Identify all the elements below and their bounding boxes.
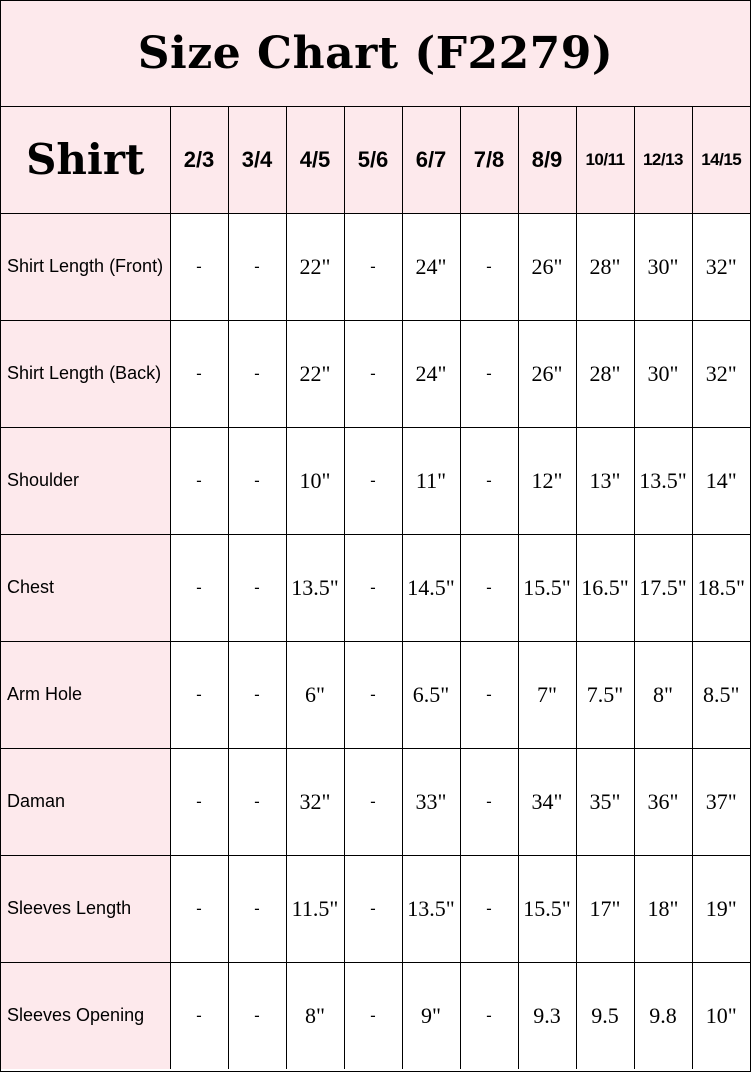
measurement-value: 24" bbox=[402, 320, 460, 427]
measurement-value: - bbox=[170, 641, 228, 748]
measurement-value: 18" bbox=[634, 855, 692, 962]
measurement-value: 32" bbox=[692, 213, 750, 320]
measurement-value: 9.8 bbox=[634, 962, 692, 1069]
measurement-value: - bbox=[344, 962, 402, 1069]
table-row bbox=[1, 427, 750, 534]
measurement-value: 9.5 bbox=[576, 962, 634, 1069]
measurement-value: 30" bbox=[634, 213, 692, 320]
measurement-value: 24" bbox=[402, 213, 460, 320]
measurement-value: - bbox=[344, 748, 402, 855]
table-row bbox=[1, 534, 750, 641]
measurement-value: 16.5" bbox=[576, 534, 634, 641]
measurement-value: 36" bbox=[634, 748, 692, 855]
measurement-value: - bbox=[344, 534, 402, 641]
measurement-value: 33" bbox=[402, 748, 460, 855]
size-table bbox=[1, 107, 750, 1069]
measurement-value: 32" bbox=[692, 320, 750, 427]
measurement-value: 6" bbox=[286, 641, 344, 748]
measurement-value: 19" bbox=[692, 855, 750, 962]
table-row bbox=[1, 748, 750, 855]
measurement-value: 10" bbox=[286, 427, 344, 534]
size-header: 14/15 bbox=[692, 107, 750, 213]
size-header: 8/9 bbox=[518, 107, 576, 213]
measurement-value: 14" bbox=[692, 427, 750, 534]
measurement-value: - bbox=[460, 213, 518, 320]
measurement-value: - bbox=[228, 855, 286, 962]
measurement-value: 9" bbox=[402, 962, 460, 1069]
measurement-value: 13.5" bbox=[286, 534, 344, 641]
measurement-value: - bbox=[344, 855, 402, 962]
measurement-value: 37" bbox=[692, 748, 750, 855]
table-row bbox=[1, 213, 750, 320]
measurement-value: 28" bbox=[576, 320, 634, 427]
measurement-value: - bbox=[460, 320, 518, 427]
measurement-value: 15.5" bbox=[518, 534, 576, 641]
measurement-value: 30" bbox=[634, 320, 692, 427]
measurement-value: 13" bbox=[576, 427, 634, 534]
measurement-value: 32" bbox=[286, 748, 344, 855]
table-row bbox=[1, 962, 750, 1069]
measurement-value: - bbox=[460, 748, 518, 855]
measurement-label: Shirt Length (Back) bbox=[1, 320, 170, 427]
chart-title: Size Chart (F2279) bbox=[137, 28, 614, 79]
size-header: 5/6 bbox=[344, 107, 402, 213]
measurement-value: - bbox=[460, 534, 518, 641]
measurement-value: - bbox=[228, 320, 286, 427]
size-header: 10/11 bbox=[576, 107, 634, 213]
size-header: 12/13 bbox=[634, 107, 692, 213]
measurement-value: - bbox=[228, 641, 286, 748]
measurement-value: 7" bbox=[518, 641, 576, 748]
measurement-value: 10" bbox=[692, 962, 750, 1069]
measurement-value: 8" bbox=[286, 962, 344, 1069]
measurement-value: 22" bbox=[286, 320, 344, 427]
measurement-value: - bbox=[228, 427, 286, 534]
measurement-value: 6.5" bbox=[402, 641, 460, 748]
size-header: 3/4 bbox=[228, 107, 286, 213]
measurement-label: Sleeves Opening bbox=[1, 962, 170, 1069]
measurement-value: - bbox=[344, 641, 402, 748]
measurement-value: - bbox=[170, 427, 228, 534]
measurement-label: Arm Hole bbox=[1, 641, 170, 748]
measurement-value: 7.5" bbox=[576, 641, 634, 748]
measurement-value: - bbox=[228, 962, 286, 1069]
measurement-value: 17" bbox=[576, 855, 634, 962]
measurement-value: - bbox=[344, 427, 402, 534]
measurement-value: 22" bbox=[286, 213, 344, 320]
header-row bbox=[1, 107, 750, 213]
measurement-value: 35" bbox=[576, 748, 634, 855]
measurement-value: 9.3 bbox=[518, 962, 576, 1069]
size-header: 2/3 bbox=[170, 107, 228, 213]
measurement-value: 26" bbox=[518, 213, 576, 320]
measurement-value: 34" bbox=[518, 748, 576, 855]
table-row bbox=[1, 641, 750, 748]
measurement-value: - bbox=[170, 320, 228, 427]
measurement-value: - bbox=[460, 641, 518, 748]
measurement-label: Sleeves Length bbox=[1, 855, 170, 962]
measurement-value: 28" bbox=[576, 213, 634, 320]
measurement-value: 12" bbox=[518, 427, 576, 534]
table-row bbox=[1, 320, 750, 427]
size-header: 6/7 bbox=[402, 107, 460, 213]
measurement-label: Shirt Length (Front) bbox=[1, 213, 170, 320]
measurement-label: Shoulder bbox=[1, 427, 170, 534]
measurement-value: 17.5" bbox=[634, 534, 692, 641]
garment-label: Shirt bbox=[1, 107, 170, 213]
measurement-value: 15.5" bbox=[518, 855, 576, 962]
measurement-value: - bbox=[170, 213, 228, 320]
measurement-value: 13.5" bbox=[402, 855, 460, 962]
measurement-value: - bbox=[460, 962, 518, 1069]
measurement-value: - bbox=[228, 213, 286, 320]
measurement-value: - bbox=[170, 962, 228, 1069]
measurement-value: - bbox=[228, 748, 286, 855]
measurement-value: - bbox=[460, 855, 518, 962]
table-row bbox=[1, 855, 750, 962]
measurement-value: 8" bbox=[634, 641, 692, 748]
measurement-value: 26" bbox=[518, 320, 576, 427]
measurement-value: 11.5" bbox=[286, 855, 344, 962]
size-header: 4/5 bbox=[286, 107, 344, 213]
measurement-value: - bbox=[344, 213, 402, 320]
measurement-value: - bbox=[170, 855, 228, 962]
measurement-value: 11" bbox=[402, 427, 460, 534]
measurement-label: Chest bbox=[1, 534, 170, 641]
measurement-value: 8.5" bbox=[692, 641, 750, 748]
measurement-label: Daman bbox=[1, 748, 170, 855]
measurement-value: 13.5" bbox=[634, 427, 692, 534]
measurement-value: 18.5" bbox=[692, 534, 750, 641]
size-header: 7/8 bbox=[460, 107, 518, 213]
title-bar bbox=[1, 1, 750, 107]
measurement-value: - bbox=[460, 427, 518, 534]
measurement-value: - bbox=[228, 534, 286, 641]
measurement-value: 14.5" bbox=[402, 534, 460, 641]
measurement-value: - bbox=[170, 534, 228, 641]
measurement-value: - bbox=[170, 748, 228, 855]
measurement-value: - bbox=[344, 320, 402, 427]
